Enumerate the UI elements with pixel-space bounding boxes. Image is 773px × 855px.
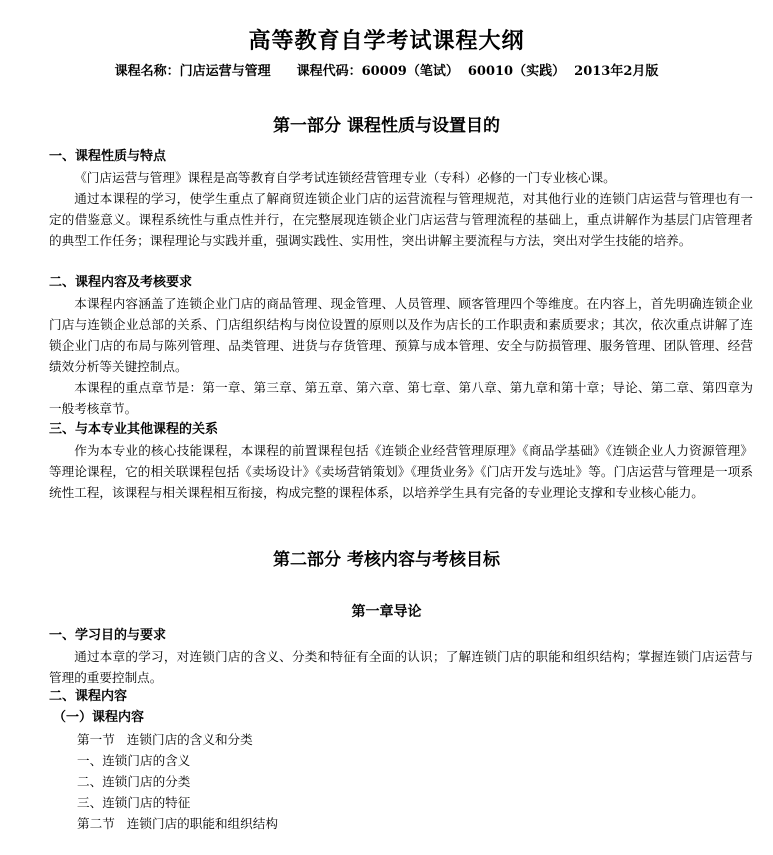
- course-meta: 课程名称：门店运营与管理 课程代码：60009（笔试） 60010（实践） 2013年2月版: [114, 64, 659, 79]
- paragraph: 通过本课程的学习，使学生重点了解商贸连锁企业门店的运营流程与管理规范，对其他行业的连锁门店运营与管理也有一定的借鉴意义。课程系统性与重点性并行，在完整展现连锁企业门店运营与管理流程的基础上，重点讲解作为基层门店管理者的典型工作任务；课程理论与实践并重，强调实践性、实用性，突出讲解主要流程与方法，突出对学生技能的培养。: [49, 191, 753, 248]
- part-one-title: 第一部分 课程性质与设置目的: [273, 116, 500, 136]
- paragraph: 本课程内容涵盖了连锁企业门店的商品管理、现金管理、人员管理、顾客管理四个等维度。在内容上，首先明确连锁企业门店与连锁企业总部的关系、门店组织结构与岗位设置的原则以及作为店长的工作职责和素质要求；其次，依次重点讲解了连锁企业门店的布局与陈列管理、品类管理、进货与存货管理、预算与成本管理、安全与防损管理、服务管理、团队管理、经营绩效分析等关键控制点。: [49, 296, 753, 374]
- outline-item: 二、连锁门店的分类: [77, 774, 191, 789]
- subsection-heading: （一）课程内容: [53, 710, 145, 725]
- paragraph: 通过本章的学习，对连锁门店的含义、分类和特征有全面的认识；了解连锁门店的职能和组织结构；掌握连锁门店运营与管理的重要控制点。: [49, 649, 753, 685]
- paragraph: 作为本专业的核心技能课程，本课程的前置课程包括《连锁企业经营管理原理》《商品学基础》《连锁企业人力资源管理》等理论课程，它的相关联课程包括《卖场设计》《卖场营销策划》《理货业务》《门店开发与选址》等。门店运营与管理是一项系统性工程，该课程与相关课程相互衔接，构成完整的课程体系，以培养学生具有完备的专业理论支撑和专业核心能力。: [49, 443, 753, 500]
- part-two-title: 第二部分 考核内容与考核目标: [273, 550, 500, 570]
- outline-item: 第二节 连锁门店的职能和组织结构: [77, 816, 278, 831]
- document-title: 高等教育自学考试课程大纲: [248, 28, 525, 54]
- section-heading: 二、课程内容: [49, 689, 128, 704]
- section-heading: 二、课程内容及考核要求: [49, 275, 193, 290]
- outline-item: 一、连锁门店的含义: [77, 753, 191, 768]
- paragraph: 《门店运营与管理》课程是高等教育自学考试连锁经营管理专业（专科）必修的一门专业核心课。: [74, 170, 616, 185]
- paragraph: 本课程的重点章节是：第一章、第三章、第五章、第六章、第七章、第八章、第九章和第十章；导论、第二章、第四章为一般考核章节。: [49, 380, 753, 416]
- section-heading: 一、课程性质与特点: [49, 149, 167, 164]
- section-heading: 三、与本专业其他课程的关系: [49, 422, 219, 437]
- outline-item: 第一节 连锁门店的含义和分类: [77, 732, 253, 747]
- section-heading: 一、学习目的与要求: [49, 628, 167, 643]
- chapter-title: 第一章导论: [351, 604, 422, 620]
- outline-item: 三、连锁门店的特征: [77, 795, 191, 810]
